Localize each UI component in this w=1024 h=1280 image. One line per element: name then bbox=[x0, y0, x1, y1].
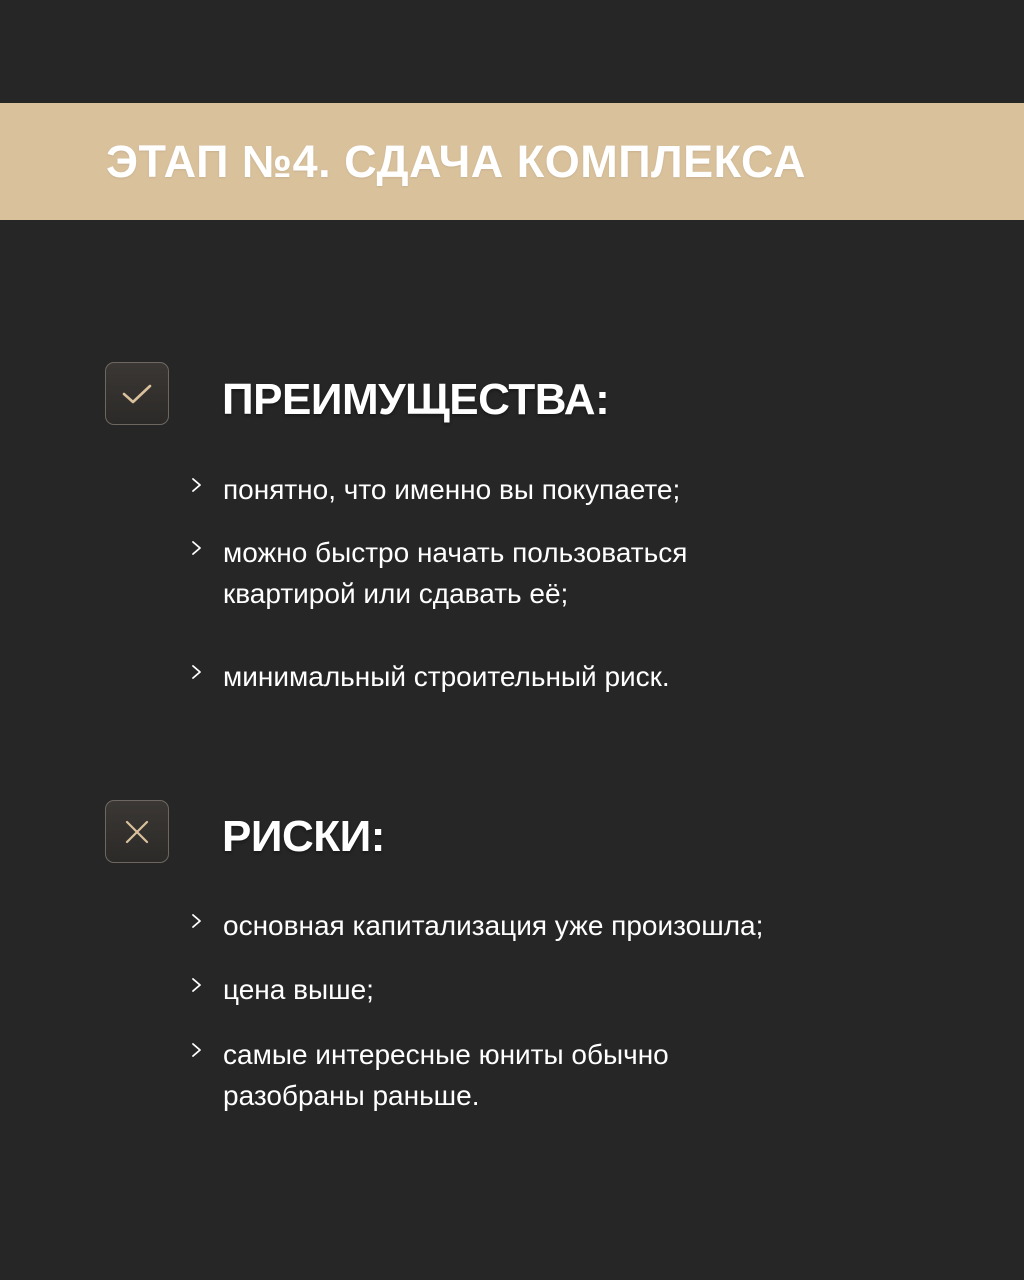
risk-item-text: самые интересные юниты обычно разобраны раньше. bbox=[223, 1039, 669, 1111]
chevron-right-icon bbox=[190, 477, 204, 493]
header-banner bbox=[0, 103, 1024, 220]
chevron-right-icon bbox=[190, 540, 204, 556]
check-icon bbox=[122, 383, 152, 405]
advantage-item-text: минимальный строительный риск. bbox=[223, 661, 670, 692]
chevron-right-icon bbox=[190, 977, 204, 993]
chevron-right-icon bbox=[190, 1042, 204, 1058]
advantage-item-text: можно быстро начать пользоваться квартирой или сдавать её; bbox=[223, 537, 688, 609]
advantage-item-text: понятно, что именно вы покупаете; bbox=[223, 474, 681, 505]
page-title: ЭТАП №4. СДАЧА КОМПЛЕКСА bbox=[106, 136, 806, 187]
chevron-right-icon bbox=[190, 913, 204, 929]
close-icon bbox=[124, 819, 150, 845]
risks-title: РИСКИ: bbox=[222, 812, 385, 861]
chevron-right-icon bbox=[190, 664, 204, 680]
risks-cross-icon bbox=[105, 800, 169, 863]
advantages-check-icon bbox=[105, 362, 169, 425]
risk-item-text: цена выше; bbox=[223, 974, 374, 1005]
advantages-title: ПРЕИМУЩЕСТВА: bbox=[222, 375, 610, 424]
risk-item-text: основная капитализация уже произошла; bbox=[223, 910, 764, 941]
